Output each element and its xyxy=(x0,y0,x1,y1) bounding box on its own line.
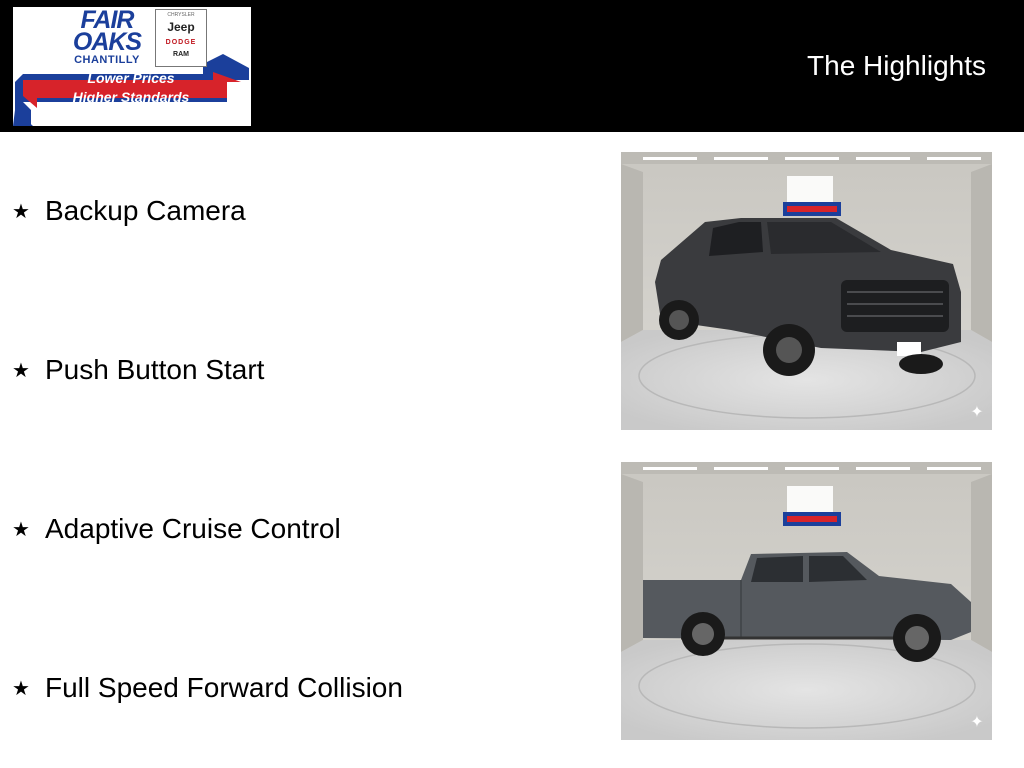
logo-sign-icon xyxy=(783,486,841,526)
brand-logos: CHRYSLER Jeep DODGE RAM xyxy=(155,9,207,67)
star-icon: ★ xyxy=(12,200,30,223)
feature-item-forward-collision xyxy=(12,672,403,704)
star-icon: ★ xyxy=(12,359,30,382)
feature-label: Full Speed Forward Collision xyxy=(45,672,403,703)
vehicle-photo-side[interactable] xyxy=(621,462,992,740)
logo-tagline-2: Higher Standards xyxy=(72,89,190,105)
feature-label: Push Button Start xyxy=(45,354,265,385)
svg-text:✦: ✦ xyxy=(970,712,984,731)
svg-text:✦: ✦ xyxy=(970,402,984,421)
feature-label: Backup Camera xyxy=(45,195,246,226)
feature-item-adaptive-cruise-control xyxy=(12,513,341,545)
header-bar xyxy=(0,0,1024,132)
star-icon: ★ xyxy=(12,518,30,541)
star-icon: ★ xyxy=(12,677,30,700)
page-title: The Highlights xyxy=(807,50,986,81)
logo-wordmark: FAIR OAKS CHANTILLY xyxy=(72,7,142,66)
feature-item-push-button-start xyxy=(12,354,264,386)
feature-item-backup-camera xyxy=(12,195,246,227)
feature-label: Adaptive Cruise Control xyxy=(45,513,341,544)
dealer-logo[interactable] xyxy=(13,7,251,126)
vehicle-photo-front[interactable] xyxy=(621,152,992,430)
logo-sign-icon xyxy=(783,176,841,216)
logo-tagline-1: Lower Prices xyxy=(87,70,175,86)
